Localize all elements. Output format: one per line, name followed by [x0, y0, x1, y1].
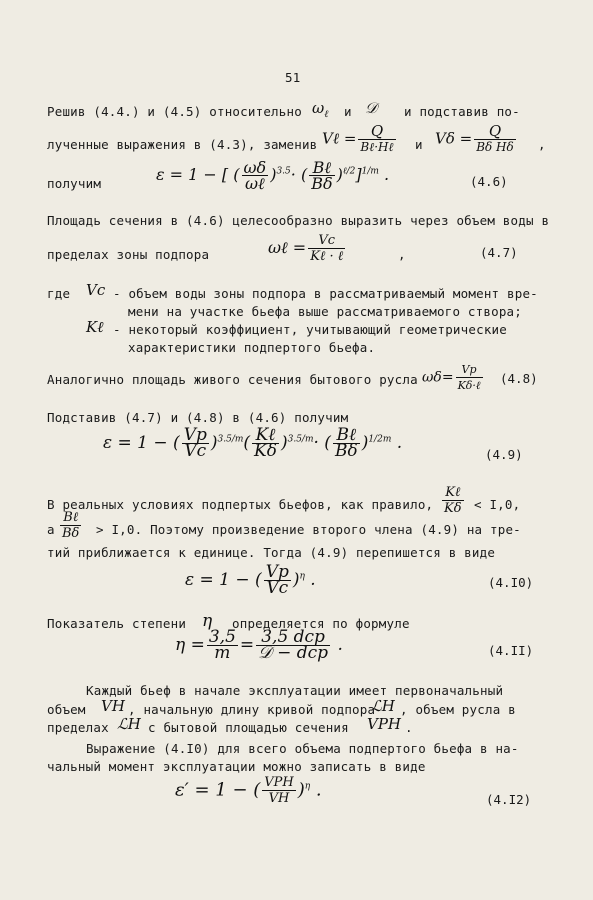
- text-line-4: Площадь сечения в (4.6) целесообразно выразить через объем воды в: [47, 213, 550, 228]
- equation-number-4-7: (4.7): [480, 245, 518, 260]
- text-line-10: Аналогично площадь живого сечения бытового русла: [47, 372, 418, 387]
- text-line-18a: пределах: [47, 720, 109, 735]
- text-line-2a: лученные выражения в (4.3), заменив: [47, 137, 318, 152]
- text-line-12b: < I,0,: [474, 497, 521, 512]
- text-line-18b: с бытовой площадью сечения: [148, 720, 349, 735]
- symbol-vc: Vc: [86, 281, 106, 299]
- text-line-17b: , начальную длину кривой подпора: [128, 702, 376, 717]
- text-line-14: тий приближается к единице. Тогда (4.9) перепишется в виде: [47, 545, 496, 560]
- formula-4-11: η = $\frac{3,5}{m}$ = $\frac{\text{3,5 dcp}}{\text{𝒟 − dcp}}$ .: [175, 627, 343, 663]
- symbol-lh-2: ℒH: [117, 715, 141, 733]
- equation-number-4-12: (4.I2): [486, 792, 532, 807]
- text-line-9: характеристики подпертого бьефа.: [128, 340, 376, 355]
- text-line-1b: и: [344, 104, 352, 119]
- fraction-kl-kb: $\frac{\text{Kℓ}}{K\delta}$: [444, 485, 462, 516]
- text-line-13a: а: [47, 522, 55, 537]
- text-line-3: получим: [47, 176, 102, 191]
- text-line-16: Каждый бьеф в начале эксплуатации имеет первоначальный: [86, 683, 504, 698]
- text-line-15a: Показатель степени: [47, 616, 187, 631]
- symbol-omega-l: $\omega_\ell$: [312, 99, 329, 120]
- equation-number-4-11: (4.II): [488, 643, 534, 658]
- symbol-vh: VH: [101, 697, 125, 715]
- text-line-17a: объем: [47, 702, 86, 717]
- equation-number-4-10: (4.I0): [488, 575, 534, 590]
- text-line-2b: и: [415, 137, 423, 152]
- equation-number-4-6: (4.6): [470, 174, 508, 189]
- text-line-15b: определяется по формуле: [232, 616, 410, 631]
- text-line-20: чальный момент эксплуатации можно записать в виде: [47, 759, 426, 774]
- symbol-eta: η: [202, 611, 213, 631]
- text-line-18c: .: [405, 720, 413, 735]
- text-line-1c: и подставив по-: [404, 104, 520, 119]
- text-line-2c: ,: [538, 137, 546, 152]
- formula-v-l: Vℓ = $\frac{Q}{\text{Bℓ·Hℓ}}$: [322, 122, 394, 154]
- text-line-5: пределах зоны подпора: [47, 247, 210, 262]
- fraction-bl-bb: $\frac{\text{Bℓ}}{B\delta}$: [62, 510, 80, 541]
- text-line-17c: , объем русла в: [400, 702, 516, 717]
- formula-4-9: ε = 1 − ( $\frac{Vp}{Vc}$ )$^{3.5/m}$( $\frac{\text{Kℓ}}{K\delta}$ )$^{3.5/m}$· ( $\frac{\text{Bℓ}}{B\delta}$ )$^{1/2m}$ .: [103, 425, 403, 461]
- formula-4-10: ε = 1 − ( $\frac{Vp}{Vc}$ )$^\eta$ .: [185, 562, 316, 598]
- symbol-vph: VPH: [367, 715, 402, 733]
- formula-4-7: ωℓ = $\frac{Vc}{\text{Kℓ · ℓ}}$: [268, 233, 344, 264]
- formula-v-b: Vδ = $\frac{Q}{\text{Bδ Hδ}}$: [435, 122, 514, 154]
- text-line-8: - некоторый коэффициент, учитывающий геометрические: [113, 322, 508, 337]
- symbol-D: 𝒟: [365, 99, 377, 117]
- text-line-7: мени на участке бьефа выше рассматриваемого створа;: [128, 304, 523, 319]
- text-line-11: Подставив (4.7) и (4.8) в (4.6) получим: [47, 410, 349, 425]
- formula-4-8: ωδ= $\frac{Vp}{\text{Kδ·ℓ}}$: [422, 363, 481, 392]
- text-line-13b: > I,0. Поэтому произведение второго члена (4.9) на тре-: [96, 522, 521, 537]
- formula-4-6: ε = 1 − [ ( $\frac{\omega\delta}{\text{ωℓ}}$ )$^{3.5}$· ( $\frac{\text{Bℓ}}{B\delta}$ )$^{\ell/2}$]$^{1/m}$ .: [156, 158, 390, 193]
- page-number: 51: [285, 70, 301, 85]
- symbol-lh: ℒH: [371, 697, 395, 715]
- text-line-6b: - объем воды зоны подпора в рассматриваемый момент вре-: [113, 286, 538, 301]
- symbol-kl: Kℓ: [86, 318, 104, 336]
- text-line-12a: В реальных условиях подпертых бьефов, как правило,: [47, 497, 434, 512]
- equation-number-4-8: (4.8): [500, 371, 538, 386]
- text-line-6a: где: [47, 286, 71, 301]
- formula-4-12: ε′ = 1 − ( $\frac{\text{VPH}}{VH}$ )$^\eta$ .: [175, 775, 322, 806]
- text-line-19: Выражение (4.I0) для всего объема подпертого бьефа в на-: [86, 741, 519, 756]
- equation-number-4-9: (4.9): [485, 447, 523, 462]
- text-line-1a: Решив (4.4.) и (4.5) относительно: [47, 104, 302, 119]
- text-comma-4-7: ,: [398, 247, 406, 262]
